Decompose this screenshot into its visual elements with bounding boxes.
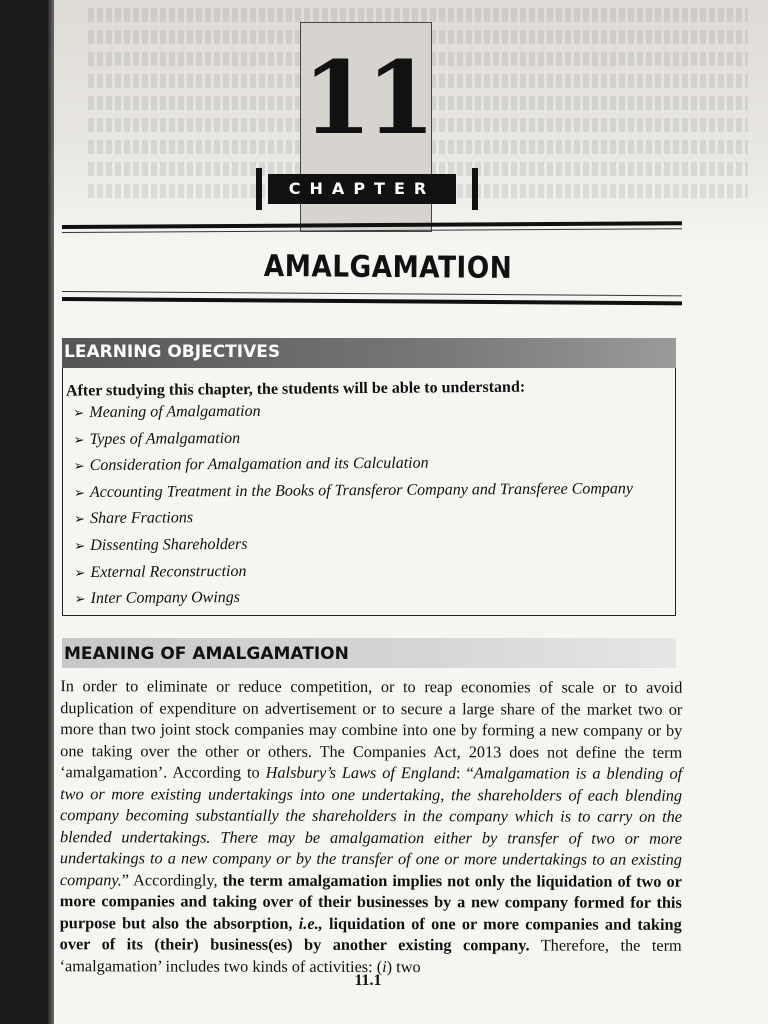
section-heading: MEANING OF AMALGAMATION: [64, 644, 349, 664]
paragraph-text: ” Accordingly,: [121, 869, 223, 890]
title-rule-bottom-thin: [62, 291, 682, 296]
objective-text: Inter Company Owings: [90, 589, 241, 608]
objective-text: Share Fractions: [90, 509, 194, 528]
objective-text: External Reconstruction: [90, 562, 247, 581]
chapter-title: AMALGAMATION: [263, 249, 513, 286]
chapter-number: 11: [302, 39, 430, 157]
objective-text: Consideration for Amalgamation and its Calculation: [89, 454, 429, 475]
objective-text: Types of Amalgamation: [89, 429, 241, 448]
emphasis-abbrev: i.e.,: [298, 913, 323, 933]
paragraph-text: In order to eliminate or reduce competition, or to reap economies of scale or to avoid duplication of expenditure on advertisement or to secure a large share of the market two or more than two joint stock companies may combine into one by forming a new company or by one taking over the other or others. The Companies Act, 2013 does not define the term ‘amalgamation’. According to: [60, 676, 683, 782]
objective-text: Meaning of Amalgamation: [89, 402, 261, 421]
paragraph-text: ) two: [386, 956, 421, 976]
paragraph-text: Therefore, the term ‘amalgamation’ includes two kinds of activities: (: [59, 935, 682, 976]
paragraph-text: : “: [456, 763, 474, 783]
arrow-bullet-icon: ➢: [74, 538, 86, 555]
source-title: Halsbury’s Laws of England: [265, 762, 457, 783]
title-rule-bottom: [62, 297, 682, 305]
definition-quote: Amalgamation is a blending of two or more existing undertakings into one undertaking, the shareholders of each blending company becoming substantially the shareholders in the company which is to carry on the blended undertakings. There may be amalgamation either by transfer of two or more undertakings to a new company or by the transfer of one or more undertakings to an existing company.: [59, 763, 683, 889]
arrow-bullet-icon: ➢: [73, 485, 85, 501]
list-item: [74, 555, 674, 586]
list-item: [74, 476, 674, 507]
book-page: [48, 0, 768, 1024]
arrow-bullet-icon: ➢: [74, 512, 86, 528]
objective-text: Accounting Treatment in the Books of Transferor Company and Transferee Company: [89, 479, 634, 501]
objective-text: Dissenting Shareholders: [90, 535, 248, 554]
arrow-bullet-icon: ➢: [73, 459, 85, 475]
arrow-bullet-icon: ➢: [74, 565, 86, 581]
arrow-bullet-icon: ➢: [74, 592, 86, 608]
list-item: [74, 502, 674, 533]
chapter-label: CHAPTER: [268, 174, 456, 204]
list-item: [75, 582, 675, 613]
roman-numeral: i: [382, 956, 387, 976]
learning-objectives-list: [73, 396, 674, 613]
arrow-bullet-icon: ➢: [73, 432, 85, 448]
arrow-bullet-icon: ➢: [73, 406, 85, 422]
list-item: [74, 449, 674, 480]
learning-objectives-heading: LEARNING OBJECTIVES: [64, 342, 281, 362]
learning-objectives-intro: After studying this chapter, the students will be able to understand:: [65, 378, 526, 400]
page-spine-edge: [48, 0, 54, 1024]
list-item: [74, 529, 674, 560]
emphasis-text: the term amalgamation implies not only the liquidation of two or more companies and taking over of their businesses by a new company formed for this purpose but also the absorption,: [59, 870, 682, 933]
emphasis-text: liquidation of one or more companies and taking over of its (their) business(es) by another existing company.: [59, 913, 682, 955]
page-number: 11.1: [354, 972, 382, 989]
section-paragraph: [60, 675, 683, 978]
list-item: [73, 396, 673, 427]
list-item: [73, 423, 673, 454]
